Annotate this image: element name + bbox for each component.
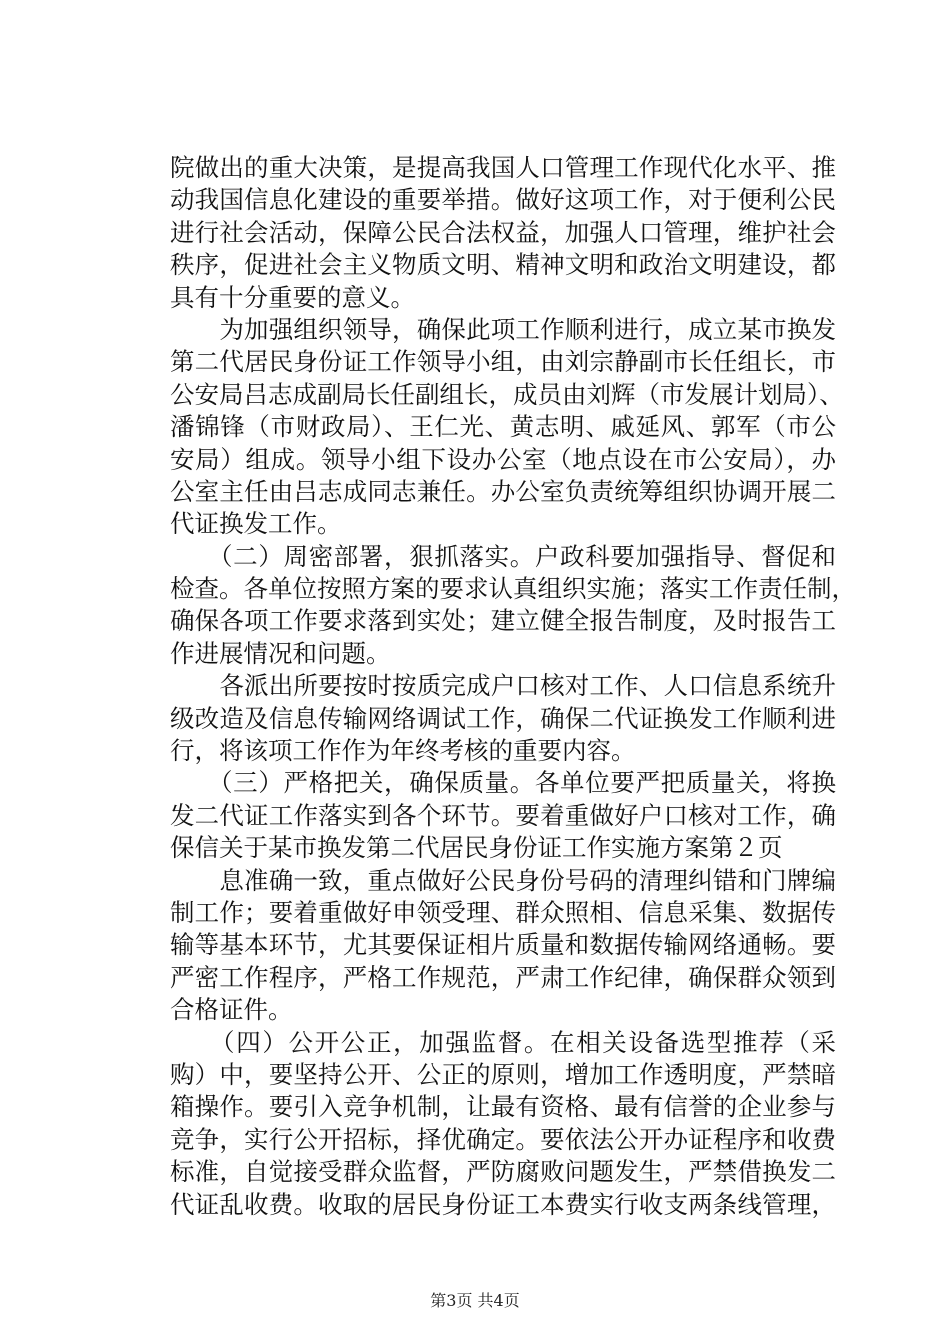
text-line: （三）严格把关，确保质量。各单位要严把质量关，将换	[170, 768, 836, 798]
document-body	[170, 152, 856, 1221]
page-number-footer: 第3页 共4页	[430, 1291, 520, 1310]
text-line: 发二代证工作落实到各个环节。要着重做好户口核对工作，确	[170, 800, 836, 830]
text-line: 为加强组织领导，确保此项工作顺利进行，成立某市换发	[170, 314, 836, 344]
text-line: 合格证件。	[170, 995, 293, 1025]
text-line: 标准，自觉接受群众监督，严防腐败问题发生，严禁借换发二	[170, 1157, 836, 1187]
text-line: 级改造及信息传输网络调试工作，确保二代证换发工作顺利进	[170, 703, 836, 733]
text-line: 安局）组成。领导小组下设办公室（地点设在市公安局），办	[170, 444, 836, 474]
text-line: 代证乱收费。收取的居民身份证工本费实行收支两条线管理，	[170, 1189, 836, 1219]
text-line: 购）中，要坚持公开、公正的原则，增加工作透明度，严禁暗	[170, 1059, 836, 1089]
text-line: 保信关于某市换发第二代居民身份证工作实施方案第２页	[170, 833, 783, 863]
text-line: 公室主任由吕志成同志兼任。办公室负责统筹组织协调开展二	[170, 476, 836, 506]
text-line: 进行社会活动，保障公民合法权益，加强人口管理，维护社会	[170, 217, 836, 247]
text-line: 公安局吕志成副局长任副组长，成员由刘辉（市发展计划局）、	[170, 379, 844, 409]
text-line: 作进展情况和问题。	[170, 638, 391, 668]
text-line: （二）周密部署，狠抓落实。户政科要加强指导、督促和	[170, 541, 836, 571]
text-line: （四）公开公正，加强监督。在相关设备选型推荐（采	[170, 1027, 836, 1057]
text-line: 制工作；要着重做好申领受理、群众照相、信息采集、数据传	[170, 897, 836, 927]
text-line: 秩序，促进社会主义物质文明、精神文明和政治文明建设，都	[170, 250, 836, 280]
text-line: 行，将该项工作作为年终考核的重要内容。	[170, 736, 636, 766]
text-line: 动我国信息化建设的重要举措。做好这项工作，对于便利公民	[170, 185, 836, 215]
text-line: 潘锦锋（市财政局）、王仁光、黄志明、戚延风、郭军（市公	[170, 412, 836, 442]
text-line: 确保各项工作要求落到实处；建立健全报告制度，及时报告工	[170, 606, 836, 636]
text-line: 箱操作。要引入竞争机制，让最有资格、最有信誉的企业参与	[170, 1092, 836, 1122]
text-line: 检查。各单位按照方案的要求认真组织实施；落实工作责任制，	[170, 574, 856, 604]
text-line: 各派出所要按时按质完成户口核对工作、人口信息系统升	[170, 671, 836, 701]
text-line: 代证换发工作。	[170, 509, 342, 539]
text-line: 严密工作程序，严格工作规范，严肃工作纪律，确保群众领到	[170, 962, 836, 992]
text-line: 竞争，实行公开招标，择优确定。要依法公开办证程序和收费	[170, 1124, 836, 1154]
text-line: 息准确一致，重点做好公民身份号码的清理纠错和门牌编	[170, 865, 836, 895]
text-line: 输等基本环节，尤其要保证相片质量和数据传输网络通畅。要	[170, 930, 836, 960]
text-line: 第二代居民身份证工作领导小组，由刘宗静副市长任组长，市	[170, 347, 836, 377]
text-line: 院做出的重大决策，是提高我国人口管理工作现代化水平、推	[170, 153, 836, 182]
text-line: 具有十分重要的意义。	[170, 282, 415, 312]
